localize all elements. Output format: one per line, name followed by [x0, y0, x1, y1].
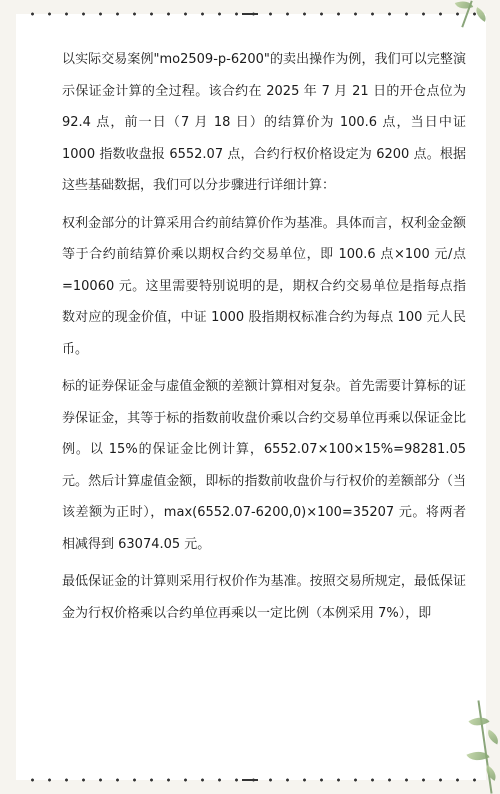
paragraph-premium: 权利金部分的计算采用合约前结算价作为基准。具体而言，权利金金额等于合约前结算价乘以期权合约交易单位，即 100.6 点×100 元/点=10060 元。这里需要特别说明的是，期权合约交易单位是指每点指数对应的现金价值，中证 1000 股指期权标准合约为每点 100 元人民币。	[62, 215, 466, 357]
paragraph-minimum-margin: 最低保证金的计算则采用行权价作为基准。按照交易所规定，最低保证金为行权价格乘以合约单位再乘以一定比例（本例采用 7%），即	[62, 574, 466, 621]
paragraph-underlying-margin: 标的证券保证金与虚值金额的差额计算相对复杂。首先需要计算标的证券保证金，其等于标的指数前收盘价乘以合约交易单位再乘以保证金比例。以 15%的保证金比例计算，6552.07×100×15%=98281.05 元。然后计算虚值金额，即标的指数前收盘价与行权价的差额部分（当该差额为正时），max(6552.07-6200,0)×100=35207 元。将两者相减得到 63074.05 元。	[62, 379, 466, 552]
top-center-dash	[242, 13, 258, 15]
paragraph-case-intro: 以实际交易案例"mo2509-p-6200"的卖出操作为例，我们可以完整演示保证金计算的全过程。该合约在 2025 年 7 月 21 日的开仓点位为 92.4 点，前一日（7 月 18 日）的结算价为 100.6 点，当日中证 1000 指数收盘报 6552.07 点，合约行权价格设定为 6200 点。根据这些基础数据，我们可以分步骤进行详细计算：	[62, 52, 466, 193]
document-body	[36, 44, 466, 629]
bottom-center-dash	[242, 779, 258, 781]
